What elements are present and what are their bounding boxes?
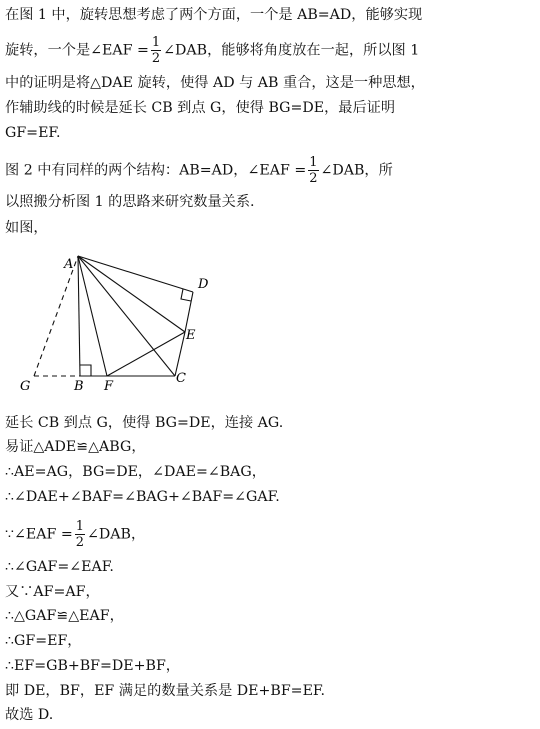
solution-line-6: ∴∠GAF=∠EAF.	[5, 559, 114, 575]
fraction-numerator: 1	[151, 35, 161, 50]
intro-line-6	[5, 156, 393, 185]
solution-line-1: 延长 CB 到点 G，使得 BG=DE，连接 AG.	[5, 415, 284, 431]
segment-FE	[107, 332, 185, 376]
fraction-numerator: 1	[309, 155, 318, 170]
solution-line-7: 又∵AF=AF，	[5, 584, 100, 600]
intro-line-6-b: ∠DAB，所	[320, 162, 393, 179]
intro-line-2-a: 旋转，一个是∠EAF =	[5, 42, 149, 59]
label-D: D	[198, 277, 209, 292]
intro-line-2-b: ∠DAB，能够将角度放在一起，所以图 1	[163, 42, 420, 59]
intro-line-3: 中的证明是将△DAE 旋转，使得 AD 与 AB 重合，这是一种思想，	[5, 75, 425, 91]
fraction-half	[151, 36, 161, 65]
segment-AB	[78, 256, 80, 376]
label-B: B	[74, 379, 84, 394]
fraction-denominator: 2	[151, 51, 161, 66]
solution-line-11: 即 DE，BF，EF 满足的数量关系是 DE+BF=EF.	[5, 683, 326, 699]
solution-line-10: ∴EF=GB+BF=DE+BF，	[5, 658, 180, 674]
label-C: C	[176, 371, 186, 386]
label-A: A	[64, 257, 74, 272]
solution-line-5-b: ∠DAB，	[87, 526, 146, 543]
label-E: E	[186, 328, 196, 343]
intro-line-6-a: 图 2 中有同样的两个结构：AB=AD，∠EAF =	[5, 162, 307, 179]
solution-line-5	[5, 520, 145, 549]
solution-line-9: ∴GF=EF，	[5, 633, 82, 649]
intro-line-8: 如图，	[5, 220, 48, 236]
solution-line-2: 易证△ADE≌△ABG，	[5, 439, 146, 455]
intro-line-7: 以照搬分析图 1 的思路来研究数量关系.	[5, 194, 255, 210]
intro-line-5: GF=EF.	[5, 125, 61, 141]
segment-CE	[175, 332, 185, 376]
solution-line-8: ∴△GAF≌△EAF，	[5, 608, 124, 624]
fraction-numerator: 1	[75, 519, 85, 534]
geometry-diagram	[0, 238, 240, 398]
intro-line-1: 在图 1 中，旋转思想考虑了两个方面，一个是 AB=AD，能够实现	[5, 7, 423, 23]
solution-line-12: 故选 D.	[5, 707, 54, 723]
intro-line-2	[5, 36, 419, 65]
fraction-denominator: 2	[75, 535, 85, 550]
segment-ED	[185, 292, 193, 332]
right-angle-B	[80, 365, 91, 376]
label-F: F	[104, 379, 114, 394]
solution-line-5-a: ∵∠EAF =	[5, 526, 73, 543]
intro-line-4: 作辅助线的时候是延长 CB 到点 G，使得 BG=DE，最后证明	[5, 100, 396, 116]
fraction-half	[75, 520, 85, 549]
solution-line-3: ∴AE=AG，BG=DE，∠DAE=∠BAG，	[5, 464, 266, 480]
solution-line-4: ∴∠DAE+∠BAF=∠BAG+∠BAF=∠GAF.	[5, 489, 280, 505]
fraction-half	[308, 156, 318, 185]
label-G: G	[20, 379, 31, 394]
segment-GA-dashed	[34, 256, 78, 376]
fraction-denominator: 2	[309, 171, 318, 186]
segment-AD	[78, 256, 193, 292]
